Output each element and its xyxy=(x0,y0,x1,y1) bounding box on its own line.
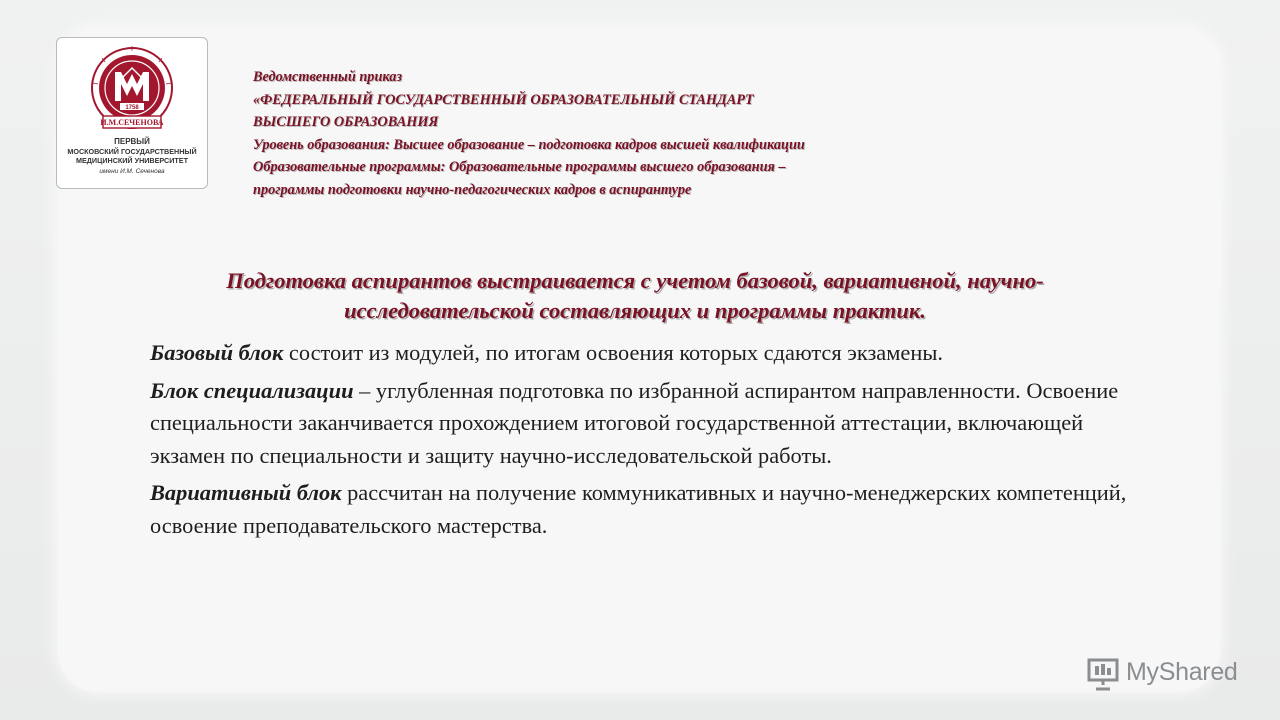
body-text xyxy=(150,337,1150,547)
paragraph-variative-block xyxy=(150,477,1150,542)
header-line: «ФЕДЕРАЛЬНЫЙ ГОСУДАРСТВЕННЫЙ ОБРАЗОВАТЕЛЬНЫЙ СТАНДАРТ xyxy=(253,91,754,108)
subtitle-line-2: исследовательской составляющих и программы практик. xyxy=(344,298,926,323)
subtitle-line-1: Подготовка аспирантов выстраивается с учетом базовой, вариативной, научно- xyxy=(226,268,1044,293)
paragraph-text: рассчитан на получение коммуникативных и научно-менеджерских компетенций, освоение преподавательского мастерства. xyxy=(150,480,1127,538)
header-line: Образовательные программы: Образовательные программы высшего образования – xyxy=(253,159,786,175)
paragraph-base-block xyxy=(150,337,1150,370)
header-line: программы подготовки научно-педагогических кадров в аспирантуре xyxy=(253,181,692,198)
university-logo xyxy=(56,37,208,189)
logo-line-3: МЕДИЦИНСКИЙ УНИВЕРСИТЕТ xyxy=(76,156,188,165)
slide-subtitle xyxy=(110,266,1160,326)
logo-seal-name: И.М.СЕЧЕНОВА xyxy=(100,118,164,127)
watermark-text: MyShared xyxy=(1126,658,1238,686)
logo-line-4: имени И.М. Сеченова xyxy=(99,168,165,175)
header-line: Уровень образования: Высшее образование – подготовка кадров высшей квалификации xyxy=(253,136,805,153)
paragraph-text: – углубленная подготовка по избранной аспирантом направленности. Освоение специальности заканчивается прохождением итоговой государственной аттестации, включающей экзамен по специальности и защиту научно-исследовательской работы. xyxy=(150,377,1119,468)
term-label: Блок специализации xyxy=(150,377,354,403)
header-line: ВЫСШЕГО ОБРАЗОВАНИЯ xyxy=(253,114,439,130)
presentation-board-icon xyxy=(1086,657,1120,691)
order-header xyxy=(253,66,1153,201)
logo-line-1: ПЕРВЫЙ xyxy=(114,137,150,146)
header-line: Ведомственный приказ xyxy=(253,69,403,85)
university-seal-icon xyxy=(57,38,207,138)
term-label: Вариативный блок xyxy=(150,480,342,505)
paragraph-text: состоит из модулей, по итогам освоения которых сдаются экзамены. xyxy=(283,340,943,365)
paragraph-specialization-block xyxy=(150,375,1150,473)
svg-text:1758: 1758 xyxy=(125,105,139,111)
term-label: Базовый блок xyxy=(150,340,284,365)
logo-line-2: МОСКОВСКИЙ ГОСУДАРСТВЕННЫЙ xyxy=(67,147,197,156)
myshared-watermark[interactable] xyxy=(1086,655,1256,695)
